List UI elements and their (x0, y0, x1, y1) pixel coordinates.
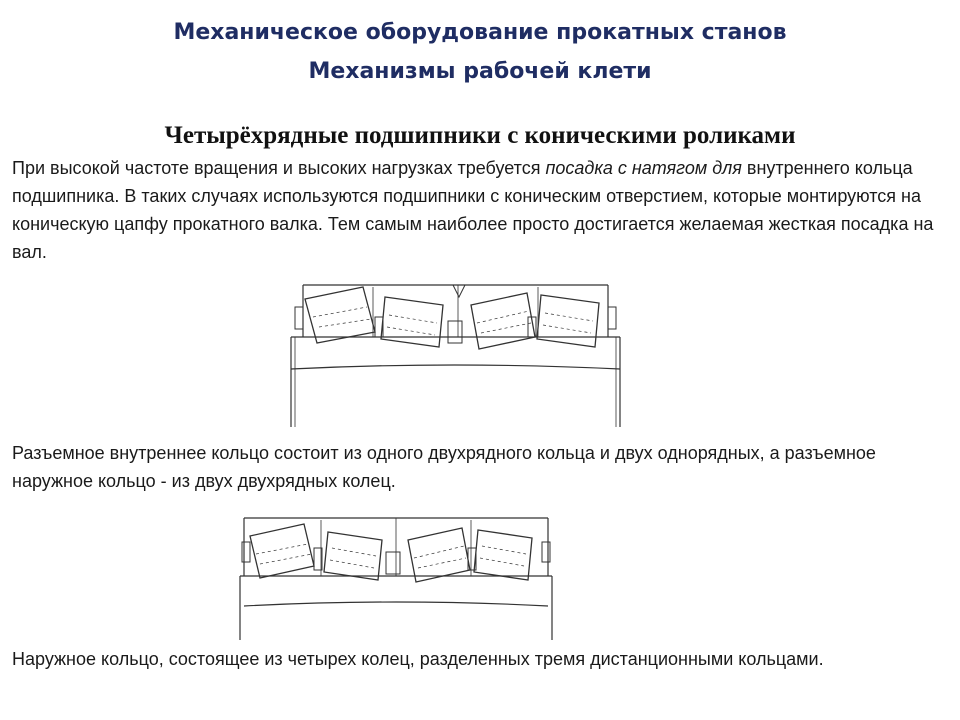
paragraph-emphasis: посадка с натягом для (545, 158, 742, 178)
paragraph-outer-ring: Наружное кольцо, состоящее из четырех колец, разделенных тремя дистанционными кольцами. (12, 649, 824, 669)
paragraph-split-rings: Разъемное внутреннее кольцо состоит из одного двухрядного кольца и двух однорядных, а разъемное наружное кольцо - из двух двухрядных колец. (12, 443, 876, 491)
paragraph-text: При высокой частоте вращения и высоких нагрузках требуется (12, 158, 546, 178)
slide-title-line2: Механизмы рабочей клети (308, 59, 652, 84)
slide-title-line1: Механическое оборудование прокатных станов (173, 20, 787, 45)
bearing-drawing-four-outer-rings (236, 512, 556, 642)
paragraph-text: внутреннего кольца подшипника. В таких случаях используются подшипники с коническим отверстием, которые монтируются на коническую цапфу прокатного валка. Тем самым наиболее просто достигается желаемая жесткая посадка на вал. (12, 158, 934, 262)
paragraph-tapered-bore (12, 154, 952, 266)
bearing-drawing-split-inner-ring (283, 277, 628, 435)
section-subtitle: Четырёхрядные подшипники с коническими роликами (164, 122, 796, 149)
